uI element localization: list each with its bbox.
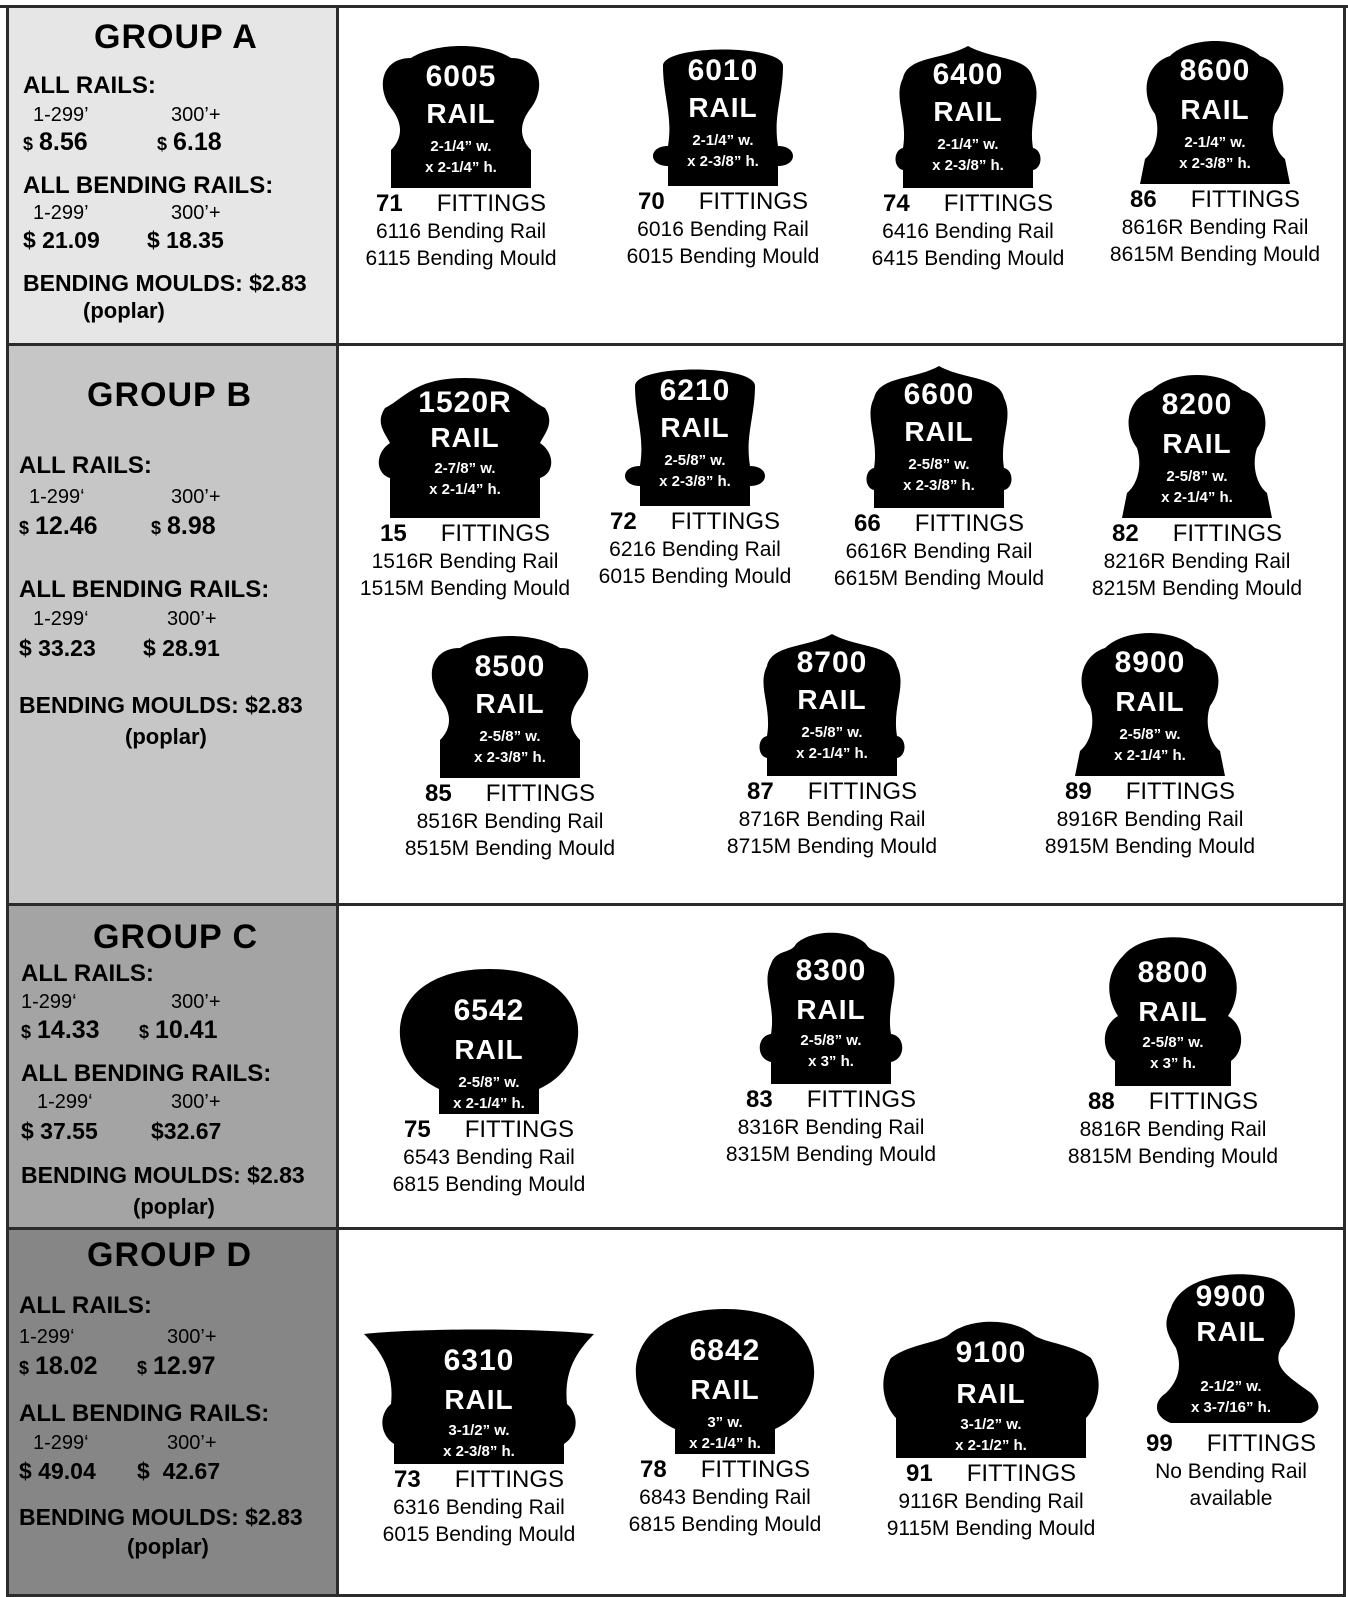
rail-caption — [1091, 1430, 1348, 1512]
fittings-number: 72 — [609, 508, 637, 535]
rail-word: RAIL — [1115, 686, 1185, 717]
bending-mould-line: 8615M Bending Mould — [1109, 243, 1321, 266]
rail-number: 8300 — [795, 954, 867, 987]
rail-width: 2-1/4” w. — [937, 136, 999, 153]
rail-number: 6310 — [443, 1344, 515, 1377]
bending-mould-line: 8215M Bending Mould — [1091, 577, 1303, 600]
rail-width: 2-5/8” w. — [908, 456, 970, 473]
fittings-line — [851, 1460, 1131, 1488]
bending-rail-line: 6016 Bending Rail — [637, 218, 809, 241]
rail-word: RAIL — [1138, 996, 1208, 1027]
fittings-line — [585, 1456, 865, 1484]
fittings-label: FITTINGS — [464, 1116, 575, 1143]
bending-moulds-label: BENDING MOULDS: $2.83 — [23, 270, 307, 296]
fittings-label: FITTINGS — [1172, 520, 1283, 547]
rail-height: x 2-3/8” h. — [687, 153, 759, 170]
fittings-number: 86 — [1129, 186, 1157, 213]
all-rails-label: ALL RAILS: — [21, 960, 154, 987]
price-tier-2: $ 6.18 — [157, 128, 222, 156]
bending-mould-line: 8515M Bending Mould — [404, 837, 616, 860]
fittings-line — [370, 780, 650, 808]
fittings-label: FITTINGS — [454, 1466, 565, 1493]
group-a-pricing — [9, 8, 339, 345]
group-d-pricing — [9, 1230, 339, 1594]
rail-height: x 2-1/4” h. — [796, 745, 868, 762]
bend-price-tier-1: $ 49.04 — [19, 1458, 96, 1484]
rail-width: 2-5/8” w. — [479, 728, 541, 745]
rail-height: x 2-1/4” h. — [429, 481, 501, 498]
rail-word: RAIL — [660, 412, 730, 443]
bending-rail-line: 8816R Bending Rail — [1079, 1118, 1267, 1141]
bend-tier-2: 300’+ — [171, 1091, 221, 1113]
fittings-number: 91 — [905, 1460, 933, 1487]
rail-number: 9100 — [955, 1336, 1027, 1369]
bend-price-tier-2: $ 28.91 — [143, 635, 220, 661]
rail-width: 2-5/8” w. — [1166, 468, 1228, 485]
group-title: GROUP A — [94, 18, 258, 56]
group-title: GROUP B — [87, 376, 253, 414]
fittings-line — [1010, 778, 1290, 806]
bend-tier-2: 300’+ — [167, 608, 217, 630]
all-rails-label: ALL RAILS: — [23, 72, 156, 99]
rail-width: 3” w. — [707, 1414, 743, 1431]
rail-caption — [799, 510, 1079, 592]
fittings-line — [692, 778, 972, 806]
tier-2: 300’+ — [171, 486, 221, 508]
tier-2: 300’+ — [167, 1326, 217, 1348]
fittings-line — [1033, 1088, 1313, 1116]
bending-rails-label: ALL BENDING RAILS: — [23, 172, 274, 199]
rail-number: 6600 — [903, 378, 975, 411]
all-rails-label: ALL RAILS: — [19, 1292, 152, 1319]
fittings-number: 71 — [375, 190, 403, 217]
tier-1: 1-299‘ — [19, 1326, 75, 1348]
bending-mould-line: 6615M Bending Mould — [833, 567, 1045, 590]
fittings-number: 99 — [1145, 1430, 1173, 1457]
fittings-line — [828, 190, 1108, 218]
bending-rail-line: 6543 Bending Rail — [403, 1146, 575, 1169]
bend-tier-1: 1-299’ — [33, 202, 89, 224]
fittings-number: 70 — [637, 188, 665, 215]
price-tier-1: $ 8.56 — [23, 128, 88, 156]
fittings-number: 87 — [746, 778, 774, 805]
fittings-line — [1075, 186, 1348, 214]
bend-tier-2: 300’+ — [167, 1432, 217, 1454]
rail-caption — [349, 1116, 629, 1198]
fittings-number: 75 — [403, 1116, 431, 1143]
rail-number: 1520R — [418, 386, 512, 419]
bending-mould-line: 6015 Bending Mould — [598, 565, 792, 588]
rail-width: 2-5/8” w. — [800, 1032, 862, 1049]
rail-height: x 2-1/4” h. — [1161, 489, 1233, 506]
fittings-label: FITTINGS — [806, 1086, 917, 1113]
group-title: GROUP C — [93, 918, 259, 956]
rail-height: x 2-1/4” h. — [425, 159, 497, 176]
fittings-line — [583, 188, 863, 216]
rail-word: RAIL — [796, 994, 866, 1025]
fittings-number: 88 — [1087, 1088, 1115, 1115]
poplar-note: (poplar) — [83, 298, 165, 323]
group-a-section — [6, 5, 1346, 348]
fittings-line — [1057, 520, 1337, 548]
bend-tier-1: 1-299‘ — [33, 1432, 89, 1454]
bend-tier-2: 300’+ — [171, 202, 221, 224]
fittings-line — [691, 1086, 971, 1114]
bending-rail-line: 9116R Bending Rail — [898, 1490, 1084, 1513]
tier-1: 1-299‘ — [29, 486, 85, 508]
group-b-section — [6, 343, 1346, 906]
bending-mould-line: 6115 Bending Mould — [365, 247, 557, 270]
fittings-line — [349, 1116, 629, 1144]
bending-rails-label: ALL BENDING RAILS: — [21, 1060, 272, 1087]
rail-width: 2-1/4” w. — [430, 138, 492, 155]
rail-caption — [585, 1456, 865, 1538]
group-c-section — [6, 903, 1346, 1230]
rail-width: 2-1/4” w. — [692, 132, 754, 149]
rail-number: 6400 — [932, 58, 1004, 91]
fittings-label: FITTINGS — [943, 190, 1054, 217]
bend-price-tier-1: $ 21.09 — [23, 227, 100, 253]
price-tier-2: $ 10.41 — [139, 1016, 218, 1044]
rail-number: 8900 — [1114, 646, 1186, 679]
rail-height: x 2-1/2” h. — [955, 1437, 1027, 1454]
rail-number: 9900 — [1195, 1280, 1267, 1313]
rail-caption — [828, 190, 1108, 272]
rail-word: RAIL — [1162, 428, 1232, 459]
bending-mould-line: 8315M Bending Mould — [725, 1143, 937, 1166]
poplar-note: (poplar) — [125, 724, 207, 749]
poplar-note: (poplar) — [127, 1534, 209, 1559]
fittings-label: FITTINGS — [698, 188, 809, 215]
poplar-note: (poplar) — [133, 1194, 215, 1219]
rail-number: 6842 — [689, 1334, 761, 1367]
rail-number: 8200 — [1161, 388, 1233, 421]
group-c-pricing — [9, 906, 339, 1227]
bending-mould-line: 8715M Bending Mould — [726, 835, 938, 858]
rail-caption — [691, 1086, 971, 1168]
bending-rail-line: 6843 Bending Rail — [639, 1486, 811, 1509]
rail-height: x 2-3/8” h. — [659, 473, 731, 490]
bending-rail-line: 8916R Bending Rail — [1056, 808, 1244, 831]
bending-rail-line: 6616R Bending Rail — [845, 540, 1033, 563]
fittings-line — [799, 510, 1079, 538]
price-tier-2: $ 12.97 — [137, 1352, 216, 1380]
bending-mould-line: 6815 Bending Mould — [392, 1173, 586, 1196]
fittings-label: FITTINGS — [914, 510, 1025, 537]
bending-rail-line: 8316R Bending Rail — [737, 1116, 925, 1139]
rail-word: RAIL — [904, 416, 974, 447]
rail-height: x 2-1/4” h. — [453, 1095, 525, 1112]
rail-width: 2-1/2” w. — [1200, 1378, 1262, 1395]
fittings-line — [321, 190, 601, 218]
group-b-rails — [339, 346, 1343, 903]
fittings-label: FITTINGS — [700, 1456, 811, 1483]
rail-width: 2-5/8” w. — [664, 452, 726, 469]
bending-rails-label: ALL BENDING RAILS: — [19, 1400, 270, 1427]
rail-caption — [370, 780, 650, 862]
rail-word: RAIL — [454, 1034, 524, 1065]
rail-caption — [1010, 778, 1290, 860]
rail-caption — [555, 508, 835, 590]
fittings-number: 78 — [639, 1456, 667, 1483]
bending-rail-line: 8616R Bending Rail — [1121, 216, 1309, 239]
tier-2: 300’+ — [171, 991, 221, 1013]
bending-mould-line: 8915M Bending Mould — [1044, 835, 1256, 858]
rail-word: RAIL — [956, 1378, 1026, 1409]
rail-word: RAIL — [430, 422, 500, 453]
rail-word: RAIL — [690, 1374, 760, 1405]
rail-number: 8600 — [1179, 54, 1251, 87]
rail-height: x 2-3/8” h. — [932, 157, 1004, 174]
bending-mould-line: 6015 Bending Mould — [382, 1523, 576, 1546]
bending-rail-line: 6116 Bending Rail — [375, 220, 547, 243]
fittings-label: FITTINGS — [1206, 1430, 1317, 1457]
bending-rail-line: No Bending Rail — [1155, 1460, 1307, 1483]
bend-tier-1: 1-299‘ — [33, 608, 89, 630]
rail-width: 3-1/2” w. — [960, 1416, 1022, 1433]
bending-rail-line: 1516R Bending Rail — [371, 550, 559, 573]
fittings-number: 66 — [853, 510, 881, 537]
rail-word: RAIL — [444, 1384, 514, 1415]
bending-rail-line: 6216 Bending Rail — [609, 538, 781, 561]
rail-caption — [583, 188, 863, 270]
bending-moulds-label: BENDING MOULDS: $2.83 — [21, 1162, 305, 1188]
bending-moulds-label: BENDING MOULDS: $2.83 — [19, 1504, 303, 1530]
rail-number: 6010 — [687, 54, 759, 87]
rail-height: x 2-3/8” h. — [1179, 155, 1251, 172]
rail-caption — [1075, 186, 1348, 268]
rail-height: x 2-3/8” h. — [903, 477, 975, 494]
fittings-number: 89 — [1064, 778, 1092, 805]
fittings-line — [555, 508, 835, 536]
fittings-line — [339, 1466, 619, 1494]
fittings-line — [1091, 1430, 1348, 1458]
fittings-number: 82 — [1111, 520, 1139, 547]
rail-word: RAIL — [426, 98, 496, 129]
bending-mould-line: 1515M Bending Mould — [359, 577, 571, 600]
group-c-rails — [339, 906, 1343, 1227]
fittings-label: FITTINGS — [807, 778, 918, 805]
rail-height: x 2-1/4” h. — [1114, 747, 1186, 764]
rail-caption — [692, 778, 972, 860]
bend-tier-1: 1-299‘ — [37, 1091, 93, 1113]
rail-width: 2-5/8” w. — [801, 724, 863, 741]
bending-moulds-label: BENDING MOULDS: $2.83 — [19, 692, 303, 718]
rail-number: 6210 — [659, 374, 731, 407]
fittings-label: FITTINGS — [436, 190, 547, 217]
bend-price-tier-1: $ 37.55 — [21, 1118, 98, 1144]
rail-caption — [339, 1466, 619, 1548]
fittings-number: 83 — [745, 1086, 773, 1113]
rail-height: x 3-7/16” h. — [1190, 1399, 1272, 1416]
bending-rails-label: ALL BENDING RAILS: — [19, 576, 270, 603]
price-tier-2: $ 8.98 — [151, 512, 216, 540]
bend-price-tier-2: $32.67 — [151, 1118, 222, 1144]
rail-caption — [1033, 1088, 1313, 1170]
rail-word: RAIL — [1180, 94, 1250, 125]
rail-width: 2-5/8” w. — [458, 1074, 520, 1091]
bending-rail-line: 6416 Bending Rail — [882, 220, 1054, 243]
bend-price-tier-2: $ 42.67 — [137, 1458, 221, 1484]
price-tier-1: $ 12.46 — [19, 512, 98, 540]
rail-number: 8500 — [474, 650, 546, 683]
bending-mould-line: 6415 Bending Mould — [871, 247, 1065, 270]
rail-height: x 3” h. — [808, 1053, 854, 1070]
bending-mould-line: 6815 Bending Mould — [628, 1513, 822, 1536]
all-rails-label: ALL RAILS: — [19, 452, 152, 479]
rail-height: x 2-3/8” h. — [443, 1443, 515, 1460]
rail-number: 6542 — [453, 994, 525, 1027]
rail-word: RAIL — [475, 688, 545, 719]
rail-caption — [851, 1460, 1131, 1542]
bending-rail-line: 8216R Bending Rail — [1103, 550, 1291, 573]
group-b-pricing — [9, 346, 339, 903]
tier-2: 300’+ — [171, 104, 221, 126]
rail-caption — [1057, 520, 1337, 602]
rail-width: 2-7/8” w. — [434, 460, 496, 477]
rail-height: x 2-3/8” h. — [474, 749, 546, 766]
bend-price-tier-2: $ 18.35 — [147, 227, 224, 253]
bending-rail-line: 6316 Bending Rail — [393, 1496, 565, 1519]
rail-caption — [321, 190, 601, 272]
bending-mould-line: 6015 Bending Mould — [626, 245, 820, 268]
rail-number: 6005 — [425, 60, 497, 93]
fittings-number: 74 — [882, 190, 910, 217]
group-d-section — [6, 1227, 1346, 1597]
tier-1: 1-299’ — [33, 104, 89, 126]
bending-mould-line: 9115M Bending Mould — [886, 1517, 1096, 1540]
fittings-number: 85 — [424, 780, 452, 807]
bending-rail-line: 8516R Bending Rail — [416, 810, 604, 833]
bending-mould-line: 8815M Bending Mould — [1067, 1145, 1279, 1168]
rail-word: RAIL — [797, 684, 867, 715]
bending-mould-line: available — [1189, 1487, 1273, 1510]
group-a-rails — [339, 8, 1343, 345]
fittings-label: FITTINGS — [966, 1460, 1077, 1487]
fittings-number: 73 — [393, 1466, 421, 1493]
rail-word: RAIL — [933, 96, 1003, 127]
rail-word: RAIL — [1196, 1316, 1266, 1347]
rail-height: x 2-1/4” h. — [689, 1435, 761, 1452]
rail-width: 3-1/2” w. — [448, 1422, 510, 1439]
rail-width: 2-1/4” w. — [1184, 134, 1246, 151]
rail-number: 8800 — [1137, 956, 1209, 989]
bend-price-tier-1: $ 33.23 — [19, 635, 96, 661]
rail-height: x 3” h. — [1150, 1055, 1196, 1072]
bending-rail-line: 8716R Bending Rail — [738, 808, 926, 831]
group-d-rails — [339, 1230, 1343, 1594]
fittings-number: 15 — [379, 520, 407, 547]
rail-width: 2-5/8” w. — [1142, 1034, 1204, 1051]
rail-word: RAIL — [688, 92, 758, 123]
price-tier-1: $ 18.02 — [19, 1352, 98, 1380]
group-title: GROUP D — [87, 1236, 253, 1274]
rail-number: 8700 — [796, 646, 868, 679]
fittings-label: FITTINGS — [670, 508, 781, 535]
fittings-label: FITTINGS — [1190, 186, 1301, 213]
fittings-label: FITTINGS — [1148, 1088, 1259, 1115]
fittings-label: FITTINGS — [1125, 778, 1236, 805]
price-tier-1: $ 14.33 — [21, 1016, 100, 1044]
tier-1: 1-299‘ — [21, 991, 77, 1013]
rail-width: 2-5/8” w. — [1119, 726, 1181, 743]
fittings-label: FITTINGS — [485, 780, 596, 807]
fittings-label: FITTINGS — [440, 520, 551, 547]
